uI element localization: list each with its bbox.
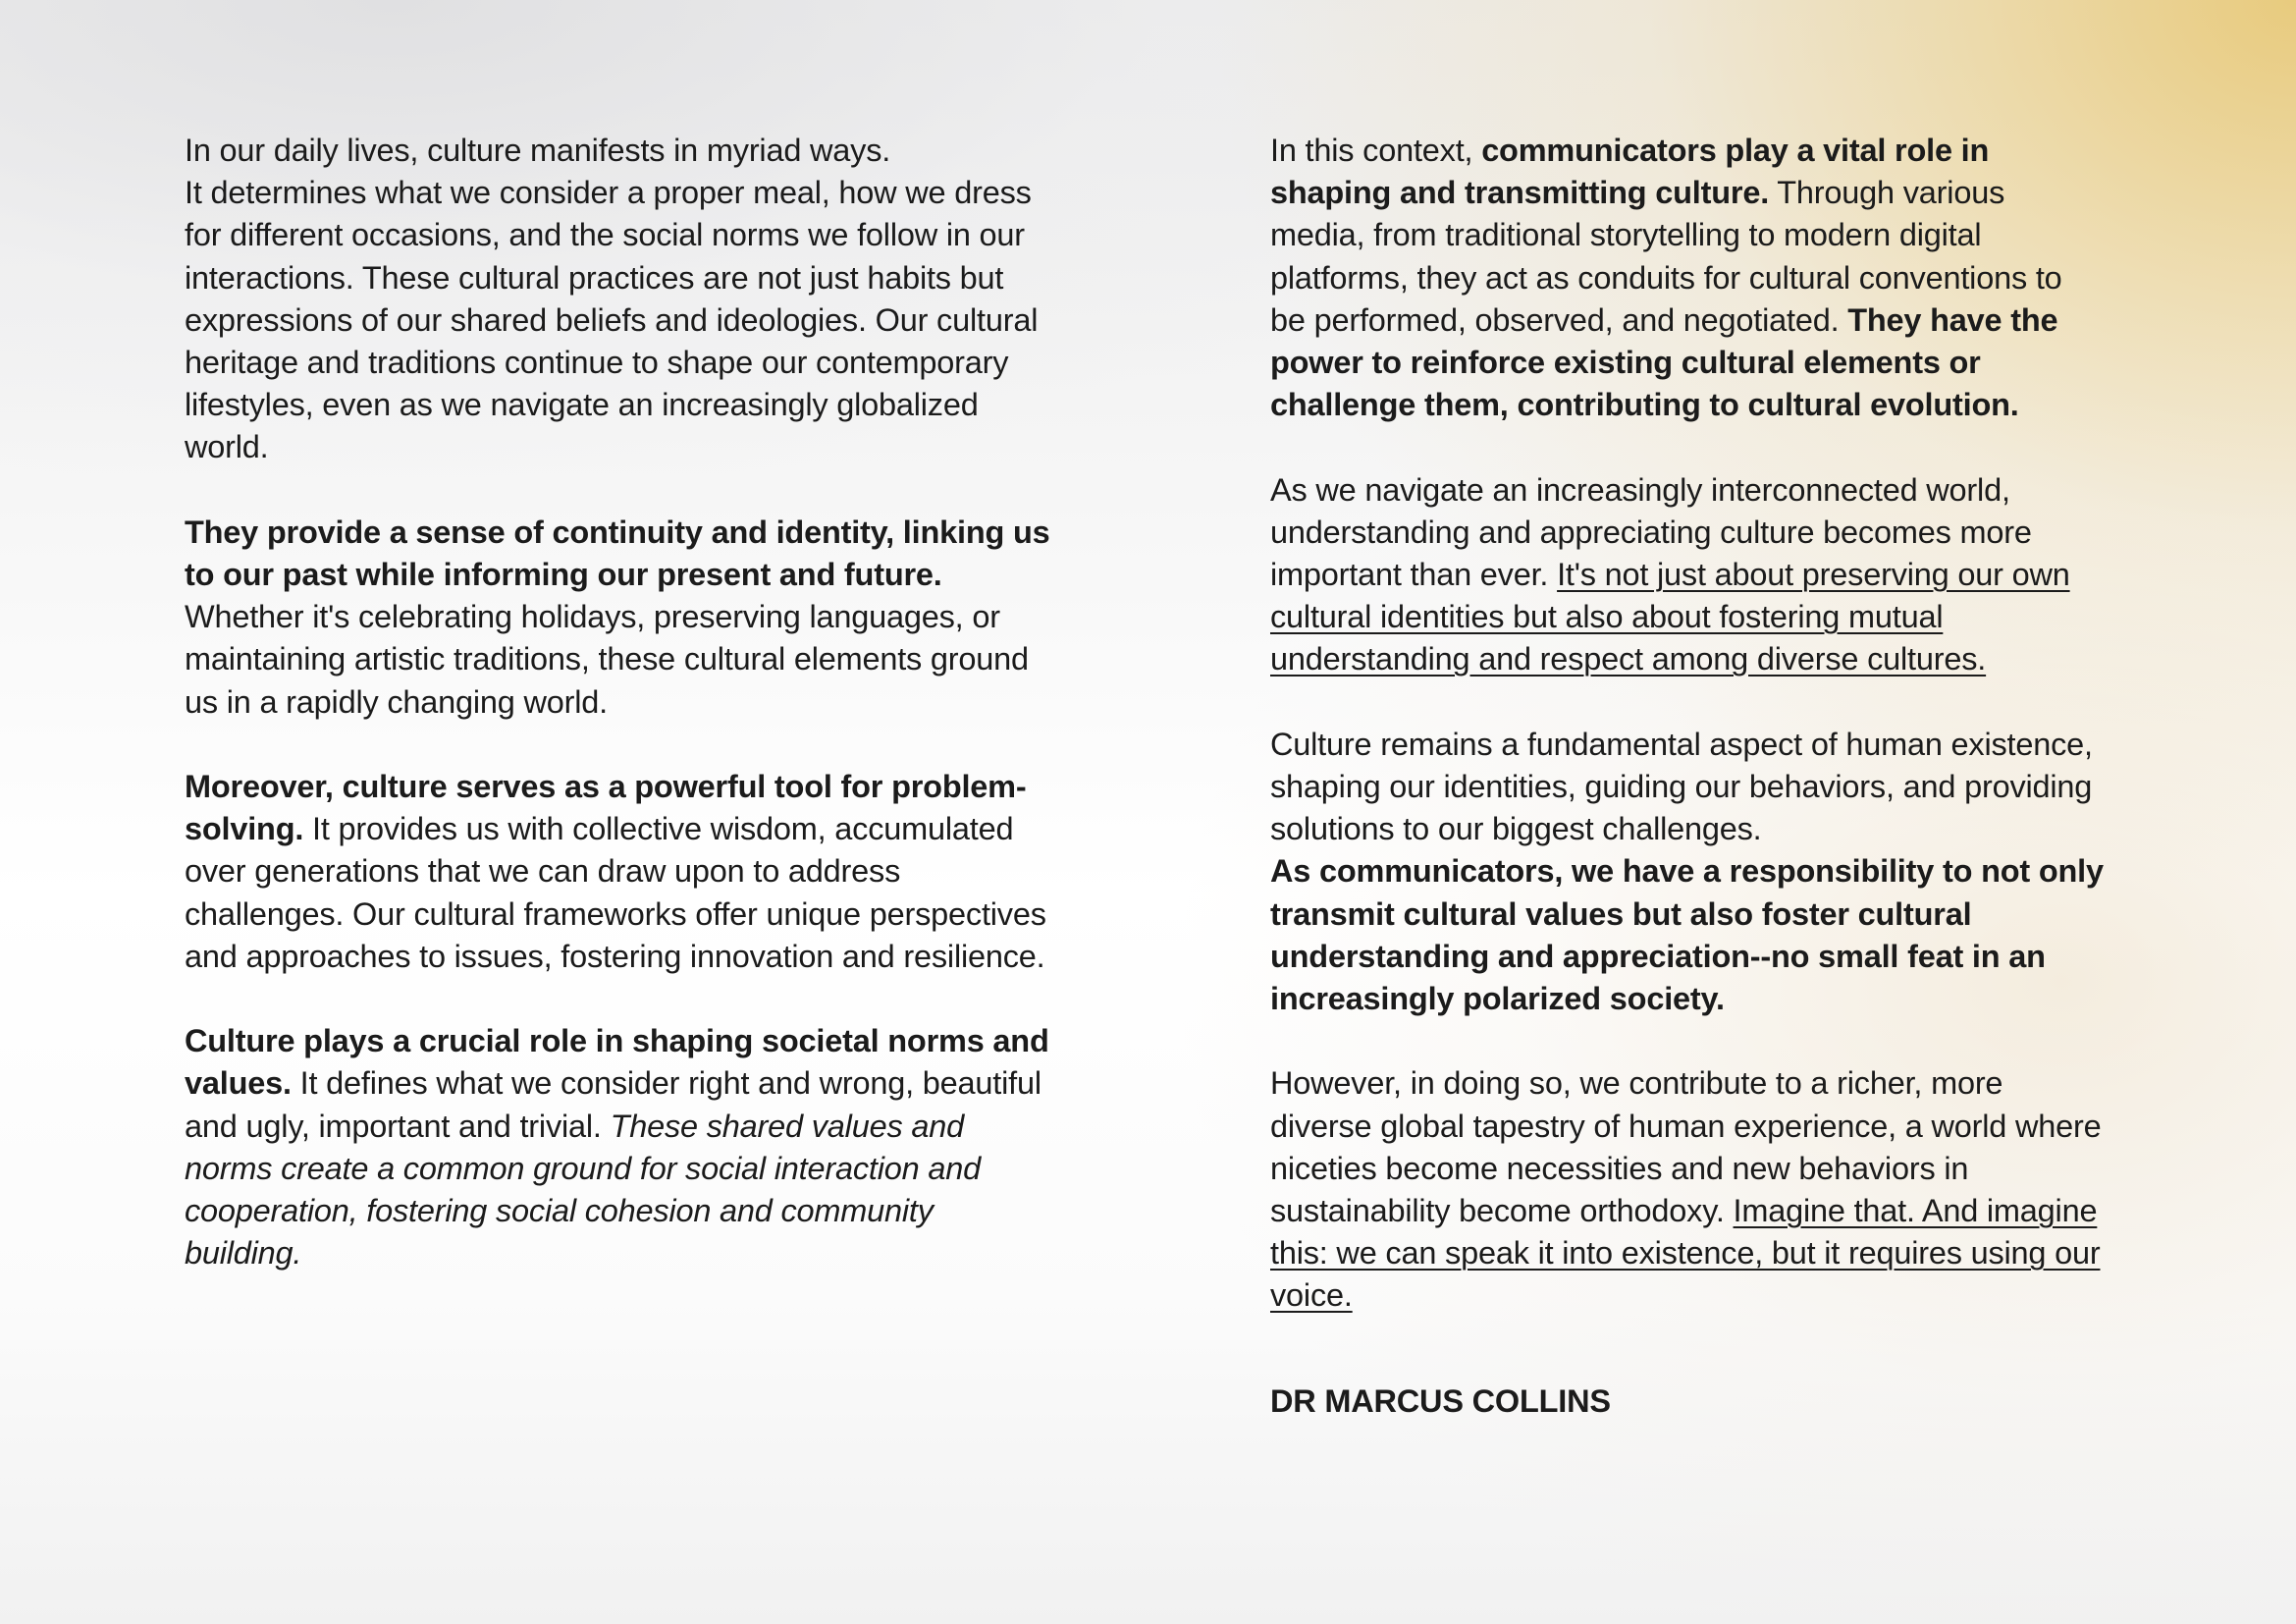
paragraph-text: It defines what we consider right and wrong, beautiful and ugly, important and trivial.: [185, 1065, 1041, 1144]
paragraph-culture-daily-lives: [185, 130, 1058, 469]
left-column: [185, 130, 1058, 1274]
paragraph-text: It provides us with collective wisdom, accumulated over generations that we can draw upon to address challenges. Our cultural frameworks offer unique perspectives and approaches to issues, fostering innovation and resilience.: [185, 811, 1046, 974]
bold-lead: Culture plays a crucial role in shaping societal norms and values.: [185, 1023, 1049, 1102]
paragraph-text: As we navigate an increasingly interconnected world, understanding and appreciating culture becomes more important than ever.: [1270, 471, 2032, 593]
underlined-text: Imagine that. And imagine this: we can speak it into existence, but it requires using our voice.: [1270, 1193, 2101, 1314]
bold-text: As communicators, we have a responsibility to not only transmit cultural values but also foster cultural understanding and appreciation--no small feat in an increasingly polarized society.: [1270, 853, 2104, 1017]
paragraph-text: However, in doing so, we contribute to a richer, more diverse global tapestry of human experience, a world where niceties become necessities and new behaviors in sustainability become orthodoxy.: [1270, 1065, 2102, 1229]
paragraph-text: It determines what we consider a proper meal, how we dress for different occasions, and the social norms we follow in our interactions. These cultural practices are not just habits but expressions of our shared beliefs and ideologies. Our cultural heritage and traditions continue to shape our contemporary lifestyles, even as we navigate an increasingly globalized world.: [185, 175, 1039, 465]
paragraph-continuity-identity: [185, 512, 1058, 724]
paragraph-text: Through various media, from traditional storytelling to modern digital platforms, they act as conduits for cultural conventions to be performed, observed, and negotiated.: [1270, 175, 2062, 338]
bold-text: communicators play a vital role in shaping and transmitting culture.: [1270, 133, 1990, 211]
author-signature: DR MARCUS COLLINS: [1270, 1383, 1611, 1419]
bold-lead: Moreover, culture serves as a powerful tool for problem-solving.: [185, 769, 1027, 847]
underlined-text: It's not just about preserving our own cultural identities but also about fostering mutual understanding and respect among diverse cultures.: [1270, 557, 2070, 677]
paragraph-interconnected-world: [1270, 469, 2105, 681]
paragraph-societal-norms: [185, 1020, 1058, 1274]
paragraph-communicators-role: [1270, 130, 2105, 426]
italic-text: These shared values and norms create a common ground for social interaction and cooperation, fostering social cohesion and community building.: [185, 1108, 981, 1272]
paragraph-fundamental-aspect: [1270, 724, 2105, 1020]
bold-lead: They provide a sense of continuity and identity, linking us to our past while informing our present and future.: [185, 514, 1050, 593]
right-column: [1270, 130, 2105, 1318]
paragraph-text: In this context,: [1270, 133, 1482, 168]
paragraph-text: Culture remains a fundamental aspect of human existence, shaping our identities, guiding our behaviors, and providing solutions to our biggest challenges.: [1270, 726, 2093, 847]
paragraph-problem-solving: [185, 766, 1058, 978]
bold-text: They have the power to reinforce existing cultural elements or challenge them, contributing to cultural evolution.: [1270, 301, 2058, 423]
paragraph-text: Whether it's celebrating holidays, preserving languages, or maintaining artistic traditions, these cultural elements ground us in a rapidly changing world.: [185, 599, 1029, 720]
paragraph-global-tapestry: [1270, 1062, 2105, 1317]
opening-sentence: In our daily lives, culture manifests in myriad ways.: [185, 133, 891, 168]
